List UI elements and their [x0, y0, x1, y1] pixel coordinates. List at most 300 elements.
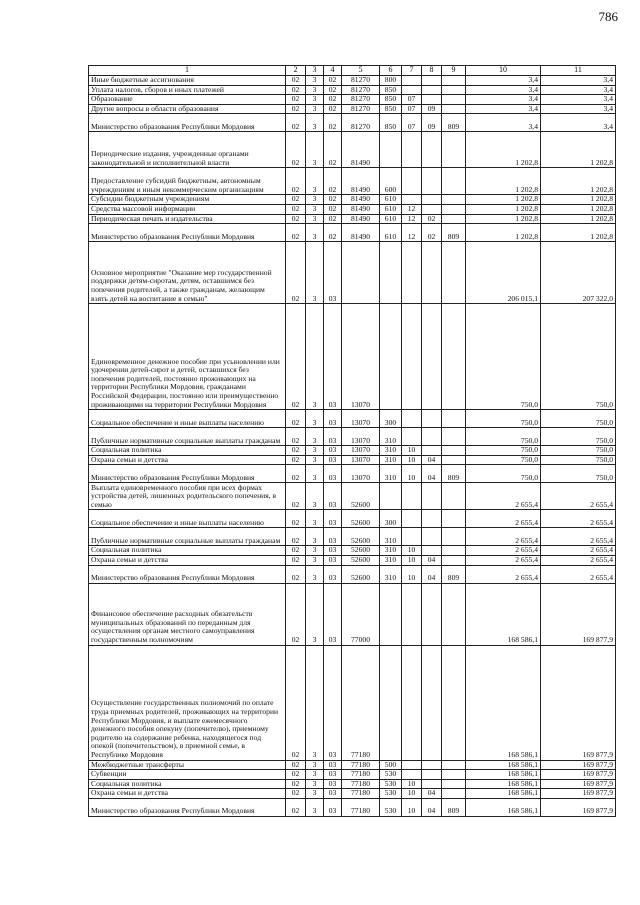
table-cell — [422, 760, 442, 770]
table-cell: 04 — [422, 789, 442, 799]
table-cell: 03 — [324, 483, 342, 510]
table-row — [89, 214, 616, 224]
table-cell — [442, 104, 466, 114]
table-cell: 750,0 — [541, 304, 616, 410]
table-cell: 2 655,4 — [541, 546, 616, 556]
header-cell: 1 — [89, 66, 286, 76]
table-cell: 850 — [380, 104, 402, 114]
table-cell: 3 — [306, 465, 324, 483]
table-cell: 03 — [324, 546, 342, 556]
table-cell: 750,0 — [541, 465, 616, 483]
table-cell: 03 — [324, 304, 342, 410]
header-cell: 6 — [380, 66, 402, 76]
table-cell: 3 — [306, 204, 324, 214]
row-name: Иные бюджетные ассигнования — [89, 76, 286, 86]
table-cell: 310 — [380, 546, 402, 556]
row-name: Социальная политика — [89, 446, 286, 456]
table-cell — [402, 132, 422, 168]
row-name: Социальное обеспечение и иные выплаты населению — [89, 410, 286, 428]
table-cell: 03 — [324, 428, 342, 446]
table-cell: 03 — [324, 583, 342, 645]
table-cell — [380, 132, 402, 168]
table-cell: 1 202,8 — [541, 168, 616, 195]
row-name: Осуществление государственных полномочий по оплате труда приемных родителей, проживающих на территории Республики Мордовия, и выплате ежемесячного денежного пособия опекуну (попечителю), приемному родителю на содержание ребенка, находящегося под опекой (попечительством), в приемной семье, в Республике Мордовия — [89, 645, 286, 760]
table-cell: 530 — [380, 779, 402, 789]
table-cell: 3 — [306, 565, 324, 583]
table-cell: 1 202,8 — [541, 132, 616, 168]
table-cell: 02 — [324, 114, 342, 132]
table-cell: 81490 — [342, 132, 380, 168]
table-row — [89, 645, 616, 760]
table-cell — [422, 446, 442, 456]
table-cell — [422, 528, 442, 546]
row-name: Выплата единовременного пособия при всех формах устройства детей, лишенных родительского попечения, в семью — [89, 483, 286, 510]
table-row — [89, 224, 616, 242]
table-cell — [442, 555, 466, 565]
table-cell: 10 — [402, 789, 422, 799]
row-name: Субсидии бюджетным учреждениям — [89, 195, 286, 205]
table-cell — [442, 410, 466, 428]
table-cell: 02 — [286, 798, 306, 816]
header-cell: 4 — [324, 66, 342, 76]
table-cell: 3 — [306, 85, 324, 95]
table-cell: 310 — [380, 465, 402, 483]
table-cell: 3,4 — [466, 85, 541, 95]
row-name: Уплата налогов, сборов и иных платежей — [89, 85, 286, 95]
table-cell: 04 — [422, 555, 442, 565]
table-cell — [422, 304, 442, 410]
row-name: Публичные нормативные социальные выплаты гражданам — [89, 528, 286, 546]
table-row — [89, 465, 616, 483]
table-cell: 2 655,4 — [541, 555, 616, 565]
table-row — [89, 555, 616, 565]
table-cell: 81270 — [342, 76, 380, 86]
table-cell: 300 — [380, 410, 402, 428]
table-cell: 310 — [380, 455, 402, 465]
table-cell: 02 — [286, 483, 306, 510]
table-cell: 03 — [324, 760, 342, 770]
table-cell: 3,4 — [541, 104, 616, 114]
table-cell: 2 655,4 — [466, 546, 541, 556]
table-cell — [442, 168, 466, 195]
table-cell: 530 — [380, 770, 402, 780]
header-cell: 8 — [422, 66, 442, 76]
table-cell: 3 — [306, 76, 324, 86]
table-cell: 10 — [402, 798, 422, 816]
table-body — [89, 76, 616, 817]
row-name: Периодическая печать и издательства — [89, 214, 286, 224]
table-cell: 3 — [306, 760, 324, 770]
header-row — [89, 66, 616, 76]
table-cell: 1 202,8 — [466, 214, 541, 224]
table-cell: 03 — [324, 510, 342, 528]
table-cell: 168 586,1 — [466, 798, 541, 816]
table-cell: 07 — [402, 95, 422, 105]
table-cell — [402, 583, 422, 645]
table-cell: 02 — [286, 85, 306, 95]
table-cell: 530 — [380, 789, 402, 799]
table-cell: 81270 — [342, 114, 380, 132]
table-cell: 3 — [306, 214, 324, 224]
table-cell — [422, 428, 442, 446]
table-cell — [380, 583, 402, 645]
table-cell — [402, 410, 422, 428]
table-cell: 169 877,9 — [541, 779, 616, 789]
table-row — [89, 204, 616, 214]
table-cell: 10 — [402, 546, 422, 556]
table-cell — [442, 428, 466, 446]
table-cell: 02 — [324, 195, 342, 205]
row-name: Социальная политика — [89, 546, 286, 556]
table-cell — [422, 95, 442, 105]
table-row — [89, 528, 616, 546]
table-cell: 610 — [380, 214, 402, 224]
table-cell: 169 877,9 — [541, 789, 616, 799]
table-cell: 3 — [306, 168, 324, 195]
table-cell: 02 — [324, 224, 342, 242]
table-cell: 02 — [286, 446, 306, 456]
table-cell: 3 — [306, 770, 324, 780]
table-cell — [380, 645, 402, 760]
table-cell — [402, 510, 422, 528]
table-cell: 02 — [286, 304, 306, 410]
table-cell: 169 877,9 — [541, 583, 616, 645]
table-cell: 750,0 — [466, 428, 541, 446]
table-cell: 81490 — [342, 204, 380, 214]
header-cell: 7 — [402, 66, 422, 76]
table-cell: 3 — [306, 798, 324, 816]
table-cell: 77180 — [342, 779, 380, 789]
table-cell: 3,4 — [541, 114, 616, 132]
table-cell: 2 655,4 — [541, 510, 616, 528]
table-cell: 77180 — [342, 789, 380, 799]
table-cell: 3,4 — [541, 76, 616, 86]
table-cell — [402, 304, 422, 410]
table-cell — [422, 645, 442, 760]
table-cell — [402, 242, 422, 304]
table-cell: 610 — [380, 195, 402, 205]
table-cell: 500 — [380, 760, 402, 770]
table-cell: 530 — [380, 798, 402, 816]
table-cell — [442, 204, 466, 214]
table-cell: 02 — [286, 789, 306, 799]
table-cell — [342, 242, 380, 304]
table-cell: 310 — [380, 565, 402, 583]
table-cell — [422, 510, 442, 528]
table-cell: 52600 — [342, 528, 380, 546]
table-cell — [442, 85, 466, 95]
table-row — [89, 446, 616, 456]
table-row — [89, 95, 616, 105]
table-cell: 12 — [402, 224, 422, 242]
table-cell: 81270 — [342, 104, 380, 114]
table-cell: 1 202,8 — [466, 204, 541, 214]
table-cell: 02 — [286, 760, 306, 770]
row-name: Охрана семьи и детства — [89, 455, 286, 465]
table-cell: 750,0 — [466, 465, 541, 483]
table-cell: 04 — [422, 565, 442, 583]
table-cell — [442, 760, 466, 770]
table-cell: 2 655,4 — [466, 555, 541, 565]
header-cell: 3 — [306, 66, 324, 76]
table-cell: 300 — [380, 510, 402, 528]
table-cell: 310 — [380, 555, 402, 565]
table-cell: 600 — [380, 168, 402, 195]
table-row — [89, 770, 616, 780]
table-cell: 1 202,8 — [466, 224, 541, 242]
table-cell: 02 — [422, 224, 442, 242]
table-cell: 03 — [324, 446, 342, 456]
row-name: Охрана семьи и детства — [89, 789, 286, 799]
table-cell: 1 202,8 — [541, 204, 616, 214]
table-cell: 02 — [286, 95, 306, 105]
table-cell: 3 — [306, 114, 324, 132]
table-cell: 168 586,1 — [466, 645, 541, 760]
table-cell: 03 — [324, 465, 342, 483]
table-cell — [402, 528, 422, 546]
table-row — [89, 455, 616, 465]
table-cell: 02 — [286, 242, 306, 304]
table-cell: 3,4 — [541, 85, 616, 95]
table-cell: 77180 — [342, 798, 380, 816]
table-cell: 10 — [402, 565, 422, 583]
table-cell: 02 — [324, 168, 342, 195]
table-cell — [442, 528, 466, 546]
table-cell: 52600 — [342, 510, 380, 528]
table-cell — [442, 195, 466, 205]
row-name: Межбюджетные трансферты — [89, 760, 286, 770]
table-cell: 168 586,1 — [466, 770, 541, 780]
table-cell: 310 — [380, 528, 402, 546]
row-name: Финансовое обеспечение расходных обязательств муниципальных образований по переданным для осуществления органам местного самоуправления государственным полномочиям — [89, 583, 286, 645]
table-cell: 02 — [286, 195, 306, 205]
table-cell: 3,4 — [466, 95, 541, 105]
table-cell: 02 — [324, 95, 342, 105]
row-name: Министерство образования Республики Мордовия — [89, 465, 286, 483]
table-cell — [380, 242, 402, 304]
table-cell: 750,0 — [541, 410, 616, 428]
table-row — [89, 798, 616, 816]
table-cell: 03 — [324, 410, 342, 428]
table-cell: 3,4 — [466, 104, 541, 114]
table-cell — [422, 168, 442, 195]
table-cell: 77000 — [342, 583, 380, 645]
table-row — [89, 583, 616, 645]
table-cell: 750,0 — [466, 304, 541, 410]
table-cell — [422, 546, 442, 556]
table-cell — [422, 195, 442, 205]
table-cell: 12 — [402, 204, 422, 214]
table-cell: 3,4 — [541, 95, 616, 105]
table-row — [89, 114, 616, 132]
row-name: Министерство образования Республики Мордовия — [89, 565, 286, 583]
table-cell: 2 655,4 — [466, 565, 541, 583]
row-name: Субвенции — [89, 770, 286, 780]
table-cell: 02 — [324, 132, 342, 168]
table-cell: 81490 — [342, 168, 380, 195]
table-cell — [422, 204, 442, 214]
table-cell: 850 — [380, 85, 402, 95]
table-cell — [422, 242, 442, 304]
table-row — [89, 85, 616, 95]
table-cell: 2 655,4 — [466, 510, 541, 528]
table-cell: 750,0 — [541, 455, 616, 465]
table-cell — [422, 483, 442, 510]
table-cell: 3 — [306, 483, 324, 510]
table-cell: 168 586,1 — [466, 760, 541, 770]
table-cell: 81270 — [342, 95, 380, 105]
table-cell: 3 — [306, 224, 324, 242]
table-cell: 03 — [324, 565, 342, 583]
table-row — [89, 546, 616, 556]
table-cell — [380, 483, 402, 510]
table-cell — [402, 168, 422, 195]
table-cell: 03 — [324, 555, 342, 565]
table-row — [89, 483, 616, 510]
table-cell: 52600 — [342, 565, 380, 583]
table-cell — [442, 583, 466, 645]
table-cell: 1 202,8 — [466, 195, 541, 205]
table-cell: 3,4 — [466, 114, 541, 132]
row-name: Социальная политика — [89, 779, 286, 789]
table-cell: 77180 — [342, 760, 380, 770]
header-cell: 9 — [442, 66, 466, 76]
table-cell — [402, 85, 422, 95]
table-cell: 03 — [324, 528, 342, 546]
table-cell: 52600 — [342, 555, 380, 565]
table-cell: 03 — [324, 242, 342, 304]
table-cell — [422, 76, 442, 86]
row-name: Социальное обеспечение и иные выплаты населению — [89, 510, 286, 528]
table-cell: 02 — [324, 104, 342, 114]
table-cell: 809 — [442, 565, 466, 583]
row-name: Министерство образования Республики Мордовия — [89, 798, 286, 816]
table-cell: 850 — [380, 114, 402, 132]
table-cell: 168 586,1 — [466, 789, 541, 799]
table-cell: 02 — [286, 455, 306, 465]
table-row — [89, 304, 616, 410]
table-cell: 77180 — [342, 645, 380, 760]
table-row — [89, 104, 616, 114]
table-cell — [442, 483, 466, 510]
table-row — [89, 428, 616, 446]
table-cell: 809 — [442, 798, 466, 816]
table-cell: 750,0 — [466, 410, 541, 428]
table-cell: 13070 — [342, 455, 380, 465]
row-name: Другие вопросы в области образования — [89, 104, 286, 114]
table-cell — [402, 645, 422, 760]
row-name: Министерство образования Республики Мордовия — [89, 224, 286, 242]
table-cell — [380, 304, 402, 410]
table-cell: 81490 — [342, 224, 380, 242]
table-cell: 750,0 — [541, 428, 616, 446]
table-cell — [442, 770, 466, 780]
table-cell: 02 — [286, 465, 306, 483]
table-cell: 750,0 — [541, 446, 616, 456]
table-cell — [402, 760, 422, 770]
table-row — [89, 565, 616, 583]
table-row — [89, 760, 616, 770]
table-cell: 13070 — [342, 446, 380, 456]
table-cell: 750,0 — [466, 446, 541, 456]
table-cell: 3 — [306, 528, 324, 546]
table-row — [89, 168, 616, 195]
table-cell: 610 — [380, 224, 402, 242]
table-cell: 3 — [306, 645, 324, 760]
table-cell: 02 — [286, 779, 306, 789]
row-name: Основное мероприятие "Оказание мер государственной поддержки детям-сиротам, детям, оставшимся без попечения родителей, а также гражданам, желающим взять детей на воспитание в семью" — [89, 242, 286, 304]
row-name: Единовременное денежное пособие при усыновлении или удочерении детей-сирот и детей, оставшихся без попечения родителей, постоянно проживающих на территории Республики Мордовия, гражданами Российской Федерации, постоянно или преимущественно проживающими на территории Республики Мордовия — [89, 304, 286, 410]
table-cell: 09 — [422, 114, 442, 132]
table-row — [89, 132, 616, 168]
table-cell: 04 — [422, 465, 442, 483]
table-cell: 02 — [286, 410, 306, 428]
table-cell: 81270 — [342, 85, 380, 95]
table-cell: 03 — [324, 455, 342, 465]
table-cell: 310 — [380, 446, 402, 456]
table-cell — [422, 85, 442, 95]
table-row — [89, 242, 616, 304]
table-cell: 03 — [324, 645, 342, 760]
table-cell — [442, 546, 466, 556]
table-cell — [422, 779, 442, 789]
table-cell: 02 — [286, 114, 306, 132]
table-cell — [422, 410, 442, 428]
table-cell: 02 — [286, 428, 306, 446]
table-row — [89, 779, 616, 789]
table-cell: 168 586,1 — [466, 779, 541, 789]
table-cell: 52600 — [342, 546, 380, 556]
table-cell: 03 — [324, 779, 342, 789]
table-cell: 02 — [286, 510, 306, 528]
table-cell: 3 — [306, 555, 324, 565]
table-cell: 02 — [286, 645, 306, 760]
table-cell: 800 — [380, 76, 402, 86]
table-cell: 3 — [306, 583, 324, 645]
table-cell: 02 — [286, 770, 306, 780]
table-cell: 10 — [402, 465, 422, 483]
table-cell: 3 — [306, 779, 324, 789]
table-cell: 169 877,9 — [541, 798, 616, 816]
table-row — [89, 76, 616, 86]
table-row — [89, 789, 616, 799]
table-cell — [442, 304, 466, 410]
table-cell — [442, 242, 466, 304]
table-cell: 02 — [286, 204, 306, 214]
table-cell — [402, 195, 422, 205]
header-cell: 5 — [342, 66, 380, 76]
row-name: Предоставление субсидий бюджетным, автономным учреждениям и иным некоммерческим организациям — [89, 168, 286, 195]
table-cell — [402, 483, 422, 510]
table-cell — [422, 770, 442, 780]
header-cell: 11 — [541, 66, 616, 76]
table-cell — [442, 95, 466, 105]
row-name: Образование — [89, 95, 286, 105]
table-cell: 2 655,4 — [541, 483, 616, 510]
table-cell: 3,4 — [466, 76, 541, 86]
row-name: Публичные нормативные социальные выплаты гражданам — [89, 428, 286, 446]
table-cell: 02 — [324, 76, 342, 86]
table-cell: 206 015,1 — [466, 242, 541, 304]
table-row — [89, 195, 616, 205]
table-cell: 3 — [306, 132, 324, 168]
table-cell: 03 — [324, 770, 342, 780]
row-name: Средства массовой информации — [89, 204, 286, 214]
table-cell: 04 — [422, 455, 442, 465]
table-cell — [442, 645, 466, 760]
table-cell: 3 — [306, 446, 324, 456]
row-name: Министерство образования Республики Мордовия — [89, 114, 286, 132]
